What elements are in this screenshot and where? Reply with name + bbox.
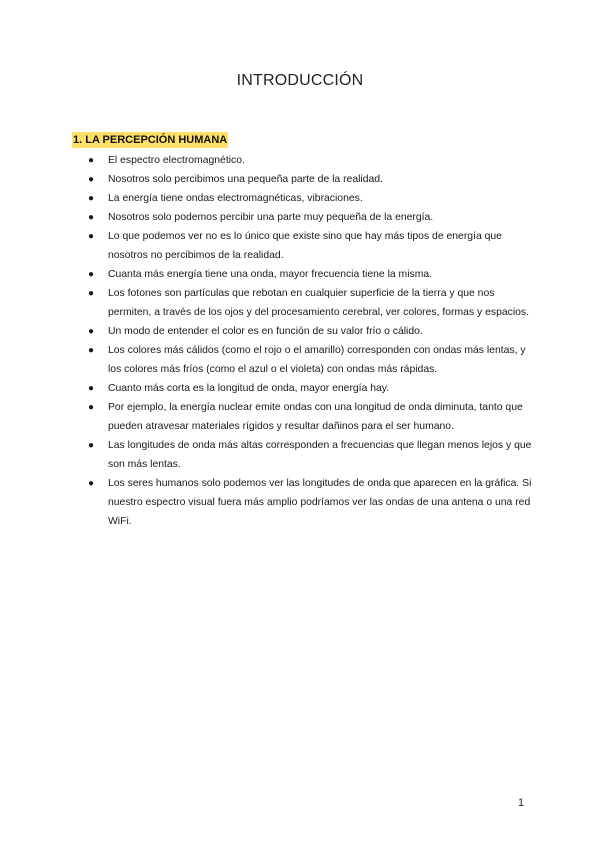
bullet-icon: ● bbox=[88, 288, 95, 299]
list-item bbox=[84, 436, 536, 474]
list-item-text: Las longitudes de onda más altas corresponden a frecuencias que llegan menos lejos y que son más lentas. bbox=[108, 440, 532, 470]
list-item bbox=[84, 341, 536, 379]
list-item bbox=[84, 265, 536, 284]
list-item-text: Un modo de entender el color es en función de su valor frío o cálido. bbox=[108, 326, 423, 337]
list-item bbox=[84, 474, 536, 531]
bullet-icon: ● bbox=[88, 478, 95, 489]
list-item bbox=[84, 284, 536, 322]
bullet-icon: ● bbox=[88, 326, 95, 337]
bullet-icon: ● bbox=[88, 440, 95, 451]
list-item bbox=[84, 208, 536, 227]
bullet-list bbox=[84, 151, 536, 531]
list-item bbox=[84, 170, 536, 189]
list-item-text: Los fotones son partículas que rebotan en cualquier superficie de la tierra y que nos permiten, a través de los ojos y del procesamiento cerebral, ver colores, formas y espacios. bbox=[108, 288, 530, 318]
list-item-text: Por ejemplo, la energía nuclear emite ondas con una longitud de onda diminuta, tanto que pueden atravesar materiales rígidos y resultar dañinos para el ser humano. bbox=[108, 402, 523, 432]
list-item-text: El espectro electromagnético. bbox=[108, 155, 245, 166]
page-title: INTRODUCCIÓN bbox=[236, 72, 364, 89]
list-item-text: La energía tiene ondas electromagnéticas, vibraciones. bbox=[108, 193, 363, 204]
list-item-text: Los seres humanos solo podemos ver las longitudes de onda que aparecen en la gráfica. Si nuestro espectro visual fuera más amplio podríamos ver las ondas de una antena o una red WiFi. bbox=[108, 478, 532, 527]
list-item bbox=[84, 379, 536, 398]
list-item bbox=[84, 151, 536, 170]
page-number: 1 bbox=[518, 797, 525, 809]
list-item-text: Los colores más cálidos (como el rojo o el amarillo) corresponden con ondas más lentas, y los colores más fríos (como el azul o el violeta) con ondas más rápidas. bbox=[108, 345, 526, 375]
list-item-text: Lo que podemos ver no es lo único que existe sino que hay más tipos de energía que nosotros no percibimos de la realidad. bbox=[108, 231, 502, 261]
list-item-text: Cuanta más energía tiene una onda, mayor frecuencia tiene la misma. bbox=[108, 269, 433, 280]
bullet-icon: ● bbox=[88, 212, 95, 223]
list-item bbox=[84, 398, 536, 436]
bullet-icon: ● bbox=[88, 155, 95, 166]
bullet-icon: ● bbox=[88, 193, 95, 204]
bullet-icon: ● bbox=[88, 402, 95, 413]
bullet-icon: ● bbox=[88, 383, 95, 394]
section-heading: 1. LA PERCEPCIÓN HUMANA bbox=[73, 134, 228, 146]
list-item bbox=[84, 322, 536, 341]
list-item-text: Nosotros solo podemos percibir una parte muy pequeña de la energía. bbox=[108, 212, 434, 223]
list-item bbox=[84, 227, 536, 265]
list-item-text: Nosotros solo percibimos una pequeña parte de la realidad. bbox=[108, 174, 383, 185]
bullet-icon: ● bbox=[88, 231, 95, 242]
list-item-text: Cuanto más corta es la longitud de onda, mayor energía hay. bbox=[108, 383, 390, 394]
list-item bbox=[84, 189, 536, 208]
bullet-icon: ● bbox=[88, 269, 95, 280]
bullet-icon: ● bbox=[88, 345, 95, 356]
bullet-icon: ● bbox=[88, 174, 95, 185]
